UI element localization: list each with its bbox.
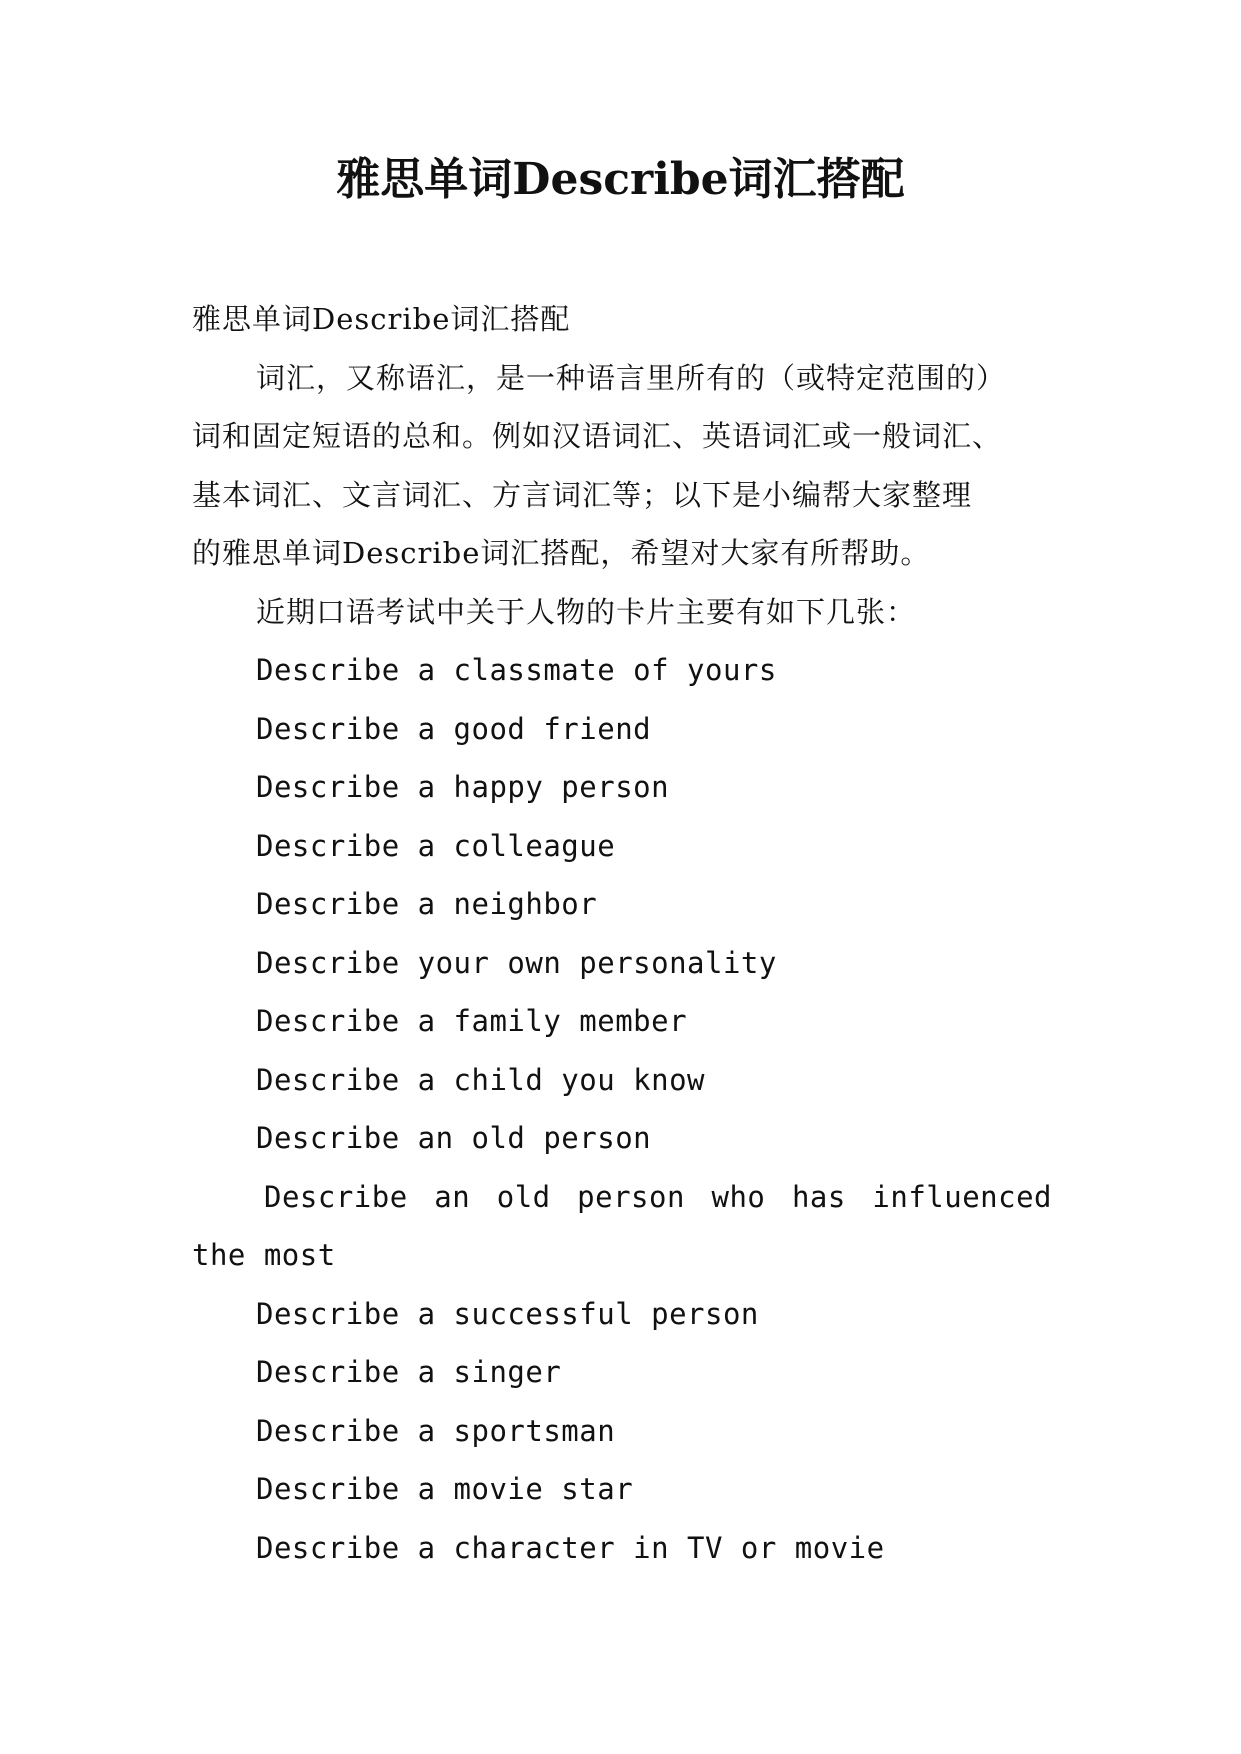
topic-item: Describe your own personality xyxy=(256,945,777,980)
topic-item: Describe a successful person xyxy=(256,1296,759,1331)
subtitle-line: 雅思单词Describe词汇搭配 xyxy=(192,302,571,336)
topic-item: Describe a happy person xyxy=(256,770,670,804)
topic-item: Describe a singer xyxy=(256,1355,562,1389)
topic-item: Describe a classmate of yours xyxy=(256,653,777,687)
topic-item: Describe a sportsman xyxy=(256,1413,616,1448)
topic-item: Describe a character in TV or movie xyxy=(256,1530,885,1565)
cards-intro: 近期口语考试中关于人物的卡片主要有如下几张： xyxy=(256,594,917,629)
intro-line-3: 基本词汇、文言词汇、方言词汇等；以下是小编帮大家整理 xyxy=(192,477,973,512)
document-title: 雅思单词Describe词汇搭配 xyxy=(336,154,905,205)
topic-item: Describe a neighbor xyxy=(256,887,598,921)
topic-item: Describe a movie star xyxy=(256,1472,634,1506)
topic-item: Describe a family member xyxy=(256,1004,688,1038)
intro-line-1: 词汇，又称语汇，是一种语言里所有的（或特定范围的） xyxy=(256,360,1007,395)
intro-line-4: 的雅思单词Describe词汇搭配，希望对大家有所帮助。 xyxy=(192,536,931,570)
topic-item: Describe a child you know xyxy=(256,1062,705,1097)
topic-item: Describe a colleague xyxy=(256,828,616,863)
long-topic-line-2: the most xyxy=(192,1238,336,1272)
topic-item: Describe a good friend xyxy=(256,711,652,746)
topic-item: Describe an old person xyxy=(256,1121,652,1155)
intro-line-2: 词和固定短语的总和。例如汉语词汇、英语词汇或一般词汇、 xyxy=(192,419,1003,453)
long-topic-line-1: Describe an old person who has influenced xyxy=(264,1179,1052,1214)
document-body xyxy=(192,290,1052,1577)
